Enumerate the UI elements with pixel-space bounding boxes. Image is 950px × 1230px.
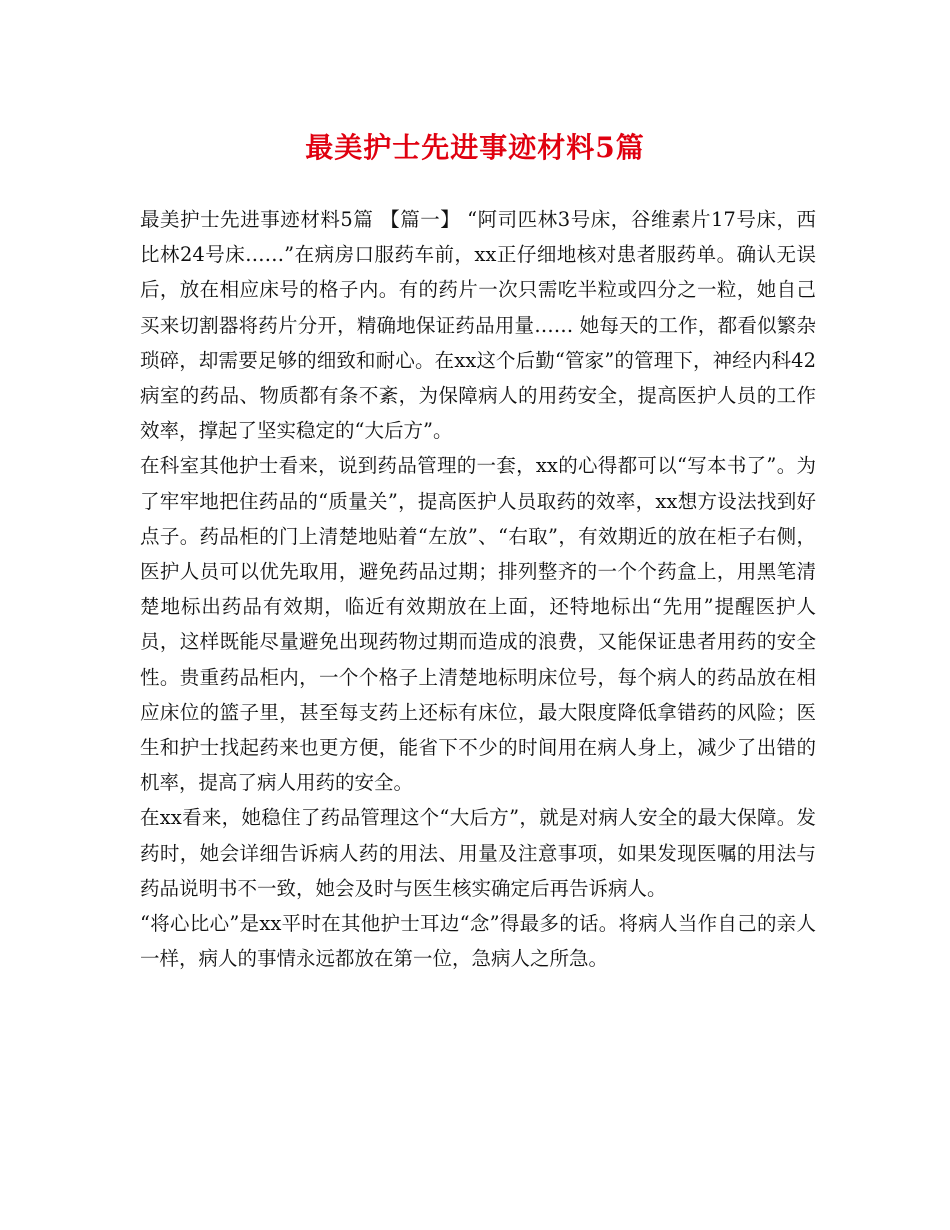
paragraph-1: 最美护士先进事迹材料5篇 【篇一】 “阿司匹林3号床，谷维素片17号床，西比林24号床……”在病房口服药车前，xx正仔细地核对患者服药单。确认无误后，放在相应床号的格子内。有的药片一次只需吃半粒或四分之一粒，她自己买来切割器将药片分开，精确地保证药品用量…… 她每天的工作，都看似繁杂琐碎，却需要足够的细致和耐心。在xx这个后勤“管家”的管理下，神经内科42病室的药品、物质都有条不紊，为保障病人的用药安全，提高医护人员的工作效率，撑起了坚实稳定的“大后方”。 [140,208,816,443]
paragraph-3: 在xx看来，她稳住了药品管理这个“大后方”，就是对病人安全的最大保障。发药时，她会详细告诉病人药的用法、用量及注意事项，如果发现医嘱的用法与药品说明书不一致，她会及时与医生核实确定后再告诉病人。 [140,806,816,900]
paragraph-2: 在科室其他护士看来，说到药品管理的一套，xx的心得都可以“写本书了”。为了牢牢地把住药品的“质量关”，提高医护人员取药的效率，xx想方设法找到好点子。药品柜的门上清楚地贴着“左放”、“右取”，有效期近的放在柜子右侧，医护人员可以优先取用，避免药品过期；排列整齐的一个个药盒上，用黑笔清楚地标出药品有效期，临近有效期放在上面，还特地标出“先用”提醒医护人员，这样既能尽量避免出现药物过期而造成的浪费，又能保证患者用药的安全性。贵重药品柜内，一个个格子上清楚地标明床位号，每个病人的药品放在相应床位的篮子里，甚至每支药上还标有床位，最大限度降低拿错药的风险；医生和护士找起药来也更方便，能省下不少的时间用在病人身上，减少了出错的机率，提高了病人用药的安全。 [140,454,816,795]
document-title: 最美护士先进事迹材料5篇 [305,131,645,164]
paragraph-4: “将心比心”是xx平时在其他护士耳边“念”得最多的话。将病人当作自己的亲人一样，病人的事情永远都放在第一位，急病人之所急。 [140,912,816,971]
document-body [140,202,816,976]
